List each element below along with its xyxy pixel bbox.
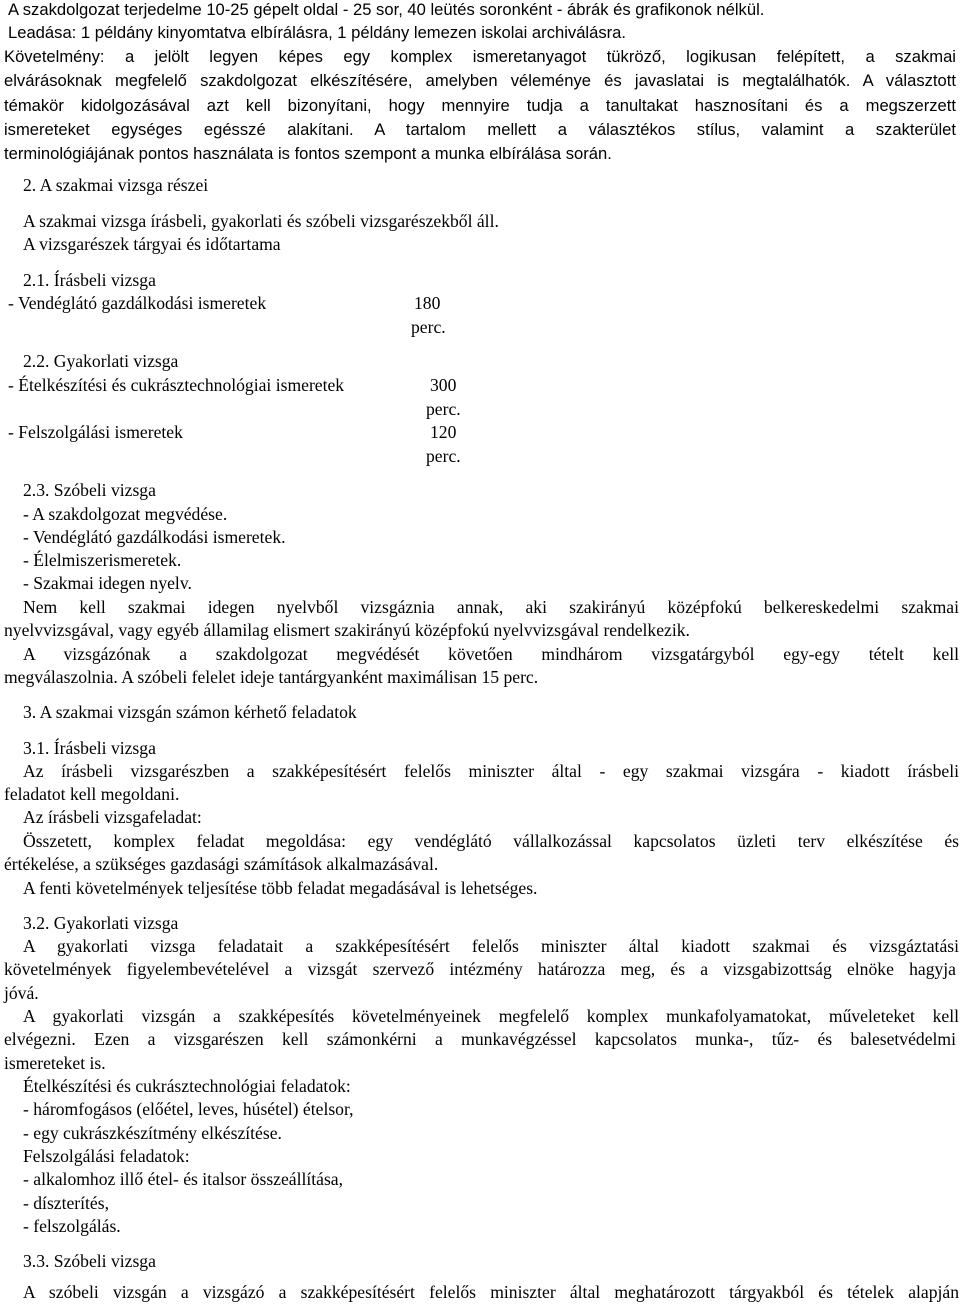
subsection-heading: 3.2. Gyakorlati vizsga bbox=[23, 913, 179, 933]
list-item: - Vendéglátó gazdálkodási ismeretek. bbox=[23, 527, 286, 547]
intro-line: A szakdolgozat terjedelme 10-25 gépelt oldal - 25 sor, 40 leütés soronként - ábrák és grafikonok nélkül. bbox=[8, 0, 765, 19]
paragraph-line: feladatot kell megoldani. bbox=[4, 784, 180, 804]
exam-item-unit: perc. bbox=[411, 317, 446, 337]
paragraph-line: elvégezni. Ezen a vizsgarészen kell számonkérni a munkavégzéssel kapcsolatos munka-, tűz- és balesetvédelmi bbox=[4, 1029, 956, 1049]
paragraph-line: nyelvvizsgával, vagy egyéb államilag elismert szakirányú középfokú nyelvvizsgával rendelkezik. bbox=[4, 620, 690, 640]
paragraph-line: Felszolgálási feladatok: bbox=[23, 1146, 190, 1166]
paragraph-line: A fenti követelmények teljesítése több feladat megadásával is lehetséges. bbox=[23, 878, 538, 898]
subsection-heading: 2.1. Írásbeli vizsga bbox=[23, 270, 156, 290]
intro-line: terminológiájának pontos használata is fontos szempont a munka elbírálása során. bbox=[4, 144, 612, 163]
exam-item-unit: perc. bbox=[426, 446, 461, 466]
subsection-heading: 2.2. Gyakorlati vizsga bbox=[23, 351, 179, 371]
list-item: - Szakmai idegen nyelv. bbox=[23, 573, 192, 593]
paragraph: A szakmai vizsga írásbeli, gyakorlati és szóbeli vizsgarészekből áll. bbox=[23, 211, 499, 231]
paragraph-line: A vizsgázónak a szakdolgozat megvédését követően mindhárom vizsgatárgyból egy-egy tételt kell bbox=[23, 644, 959, 664]
paragraph-line: Nem kell szakmai idegen nyelvből vizsgáznia annak, aki szakirányú középfokú belkereskedelmi szakmai bbox=[23, 597, 959, 617]
paragraph-line: Az írásbeli vizsgafeladat: bbox=[23, 807, 202, 827]
exam-item-duration: 180 bbox=[414, 293, 441, 313]
paragraph-line: követelmények figyelembevételével a vizsgát szervező intézmény határozza meg, és a vizsgabizottság elnöke hagyja bbox=[4, 959, 956, 979]
paragraph-line: értékelése, a szükséges gazdasági számítások alkalmazásával. bbox=[4, 854, 439, 874]
list-item: - felszolgálás. bbox=[23, 1216, 121, 1236]
paragraph-line: jóvá. bbox=[4, 983, 39, 1003]
paragraph: A vizsgarészek tárgyai és időtartama bbox=[23, 234, 281, 254]
exam-item-duration: 120 bbox=[430, 422, 457, 442]
intro-line: témakör kidolgozásával azt kell bizonyítani, hogy mennyire tudja a tanultakat hasznosítani és a megszerzett bbox=[4, 96, 956, 115]
exam-item-label: - Ételkészítési és cukrásztechnológiai ismeretek bbox=[8, 375, 345, 395]
section-heading: 3. A szakmai vizsgán számon kérhető feladatok bbox=[23, 702, 357, 722]
paragraph-line: Az írásbeli vizsgarészben a szakképesítésért felelős miniszter által - egy szakmai vizsgára - kiadott írásbeli bbox=[23, 761, 959, 781]
list-item: - díszterítés, bbox=[23, 1193, 109, 1213]
list-item: - egy cukrászkészítmény elkészítése. bbox=[23, 1123, 282, 1143]
exam-item-unit: perc. bbox=[426, 399, 461, 419]
intro-line: Leadása: 1 példány kinyomtatva elbírálásra, 1 példány lemezen iskolai archiválásra. bbox=[8, 23, 627, 42]
exam-item-duration: 300 bbox=[430, 375, 457, 395]
subsection-heading: 2.3. Szóbeli vizsga bbox=[23, 480, 156, 500]
list-item: - Élelmiszerismeretek. bbox=[23, 550, 182, 570]
paragraph-line: Ételkészítési és cukrásztechnológiai feladatok: bbox=[23, 1076, 351, 1096]
exam-item-label: - Felszolgálási ismeretek bbox=[8, 422, 183, 442]
list-item: - A szakdolgozat megvédése. bbox=[23, 504, 228, 524]
intro-line: Követelmény: a jelölt legyen képes egy komplex ismeretanyagot tükröző, logikusan felépített, a szakmai bbox=[4, 47, 956, 66]
exam-item-label: - Vendéglátó gazdálkodási ismeretek bbox=[8, 293, 267, 313]
paragraph-line: megválaszolnia. A szóbeli felelet ideje tantárgyanként maximálisan 15 perc. bbox=[4, 667, 539, 687]
list-item: - háromfogásos (előétel, leves, húsétel) ételsor, bbox=[23, 1099, 354, 1119]
section-heading: 2. A szakmai vizsga részei bbox=[23, 175, 209, 195]
paragraph-line: ismereteket is. bbox=[4, 1053, 106, 1073]
subsection-heading: 3.1. Írásbeli vizsga bbox=[23, 738, 156, 758]
intro-line: ismereteket egységes egésszé alakítani. A tartalom mellett a választékos stílus, valamint a szakterület bbox=[4, 120, 956, 139]
paragraph-line: A gyakorlati vizsga feladatait a szakképesítésért felelős miniszter által kiadott szakmai és vizsgáztatási bbox=[23, 936, 959, 956]
paragraph-line: A szóbeli vizsgán a vizsgázó a szakképesítésért felelős miniszter által meghatározott tárgyakból és tételek alapján bbox=[23, 1282, 959, 1302]
paragraph-line: Összetett, komplex feladat megoldása: egy vendéglátó vállalkozással kapcsolatos üzleti terv elkészítése és bbox=[23, 831, 959, 851]
intro-line: elvárásoknak megfelelő szakdolgozat elkészítésére, amelyben véleménye és javaslatai is megtalálhatók. A választott bbox=[4, 71, 956, 90]
subsection-heading: 3.3. Szóbeli vizsga bbox=[23, 1251, 156, 1271]
paragraph-line: A gyakorlati vizsgán a szakképesítés követelményeinek megfelelő komplex munkafolyamatokat, műveleteket kell bbox=[23, 1006, 959, 1026]
list-item: - alkalomhoz illő étel- és italsor összeállítása, bbox=[23, 1169, 344, 1189]
